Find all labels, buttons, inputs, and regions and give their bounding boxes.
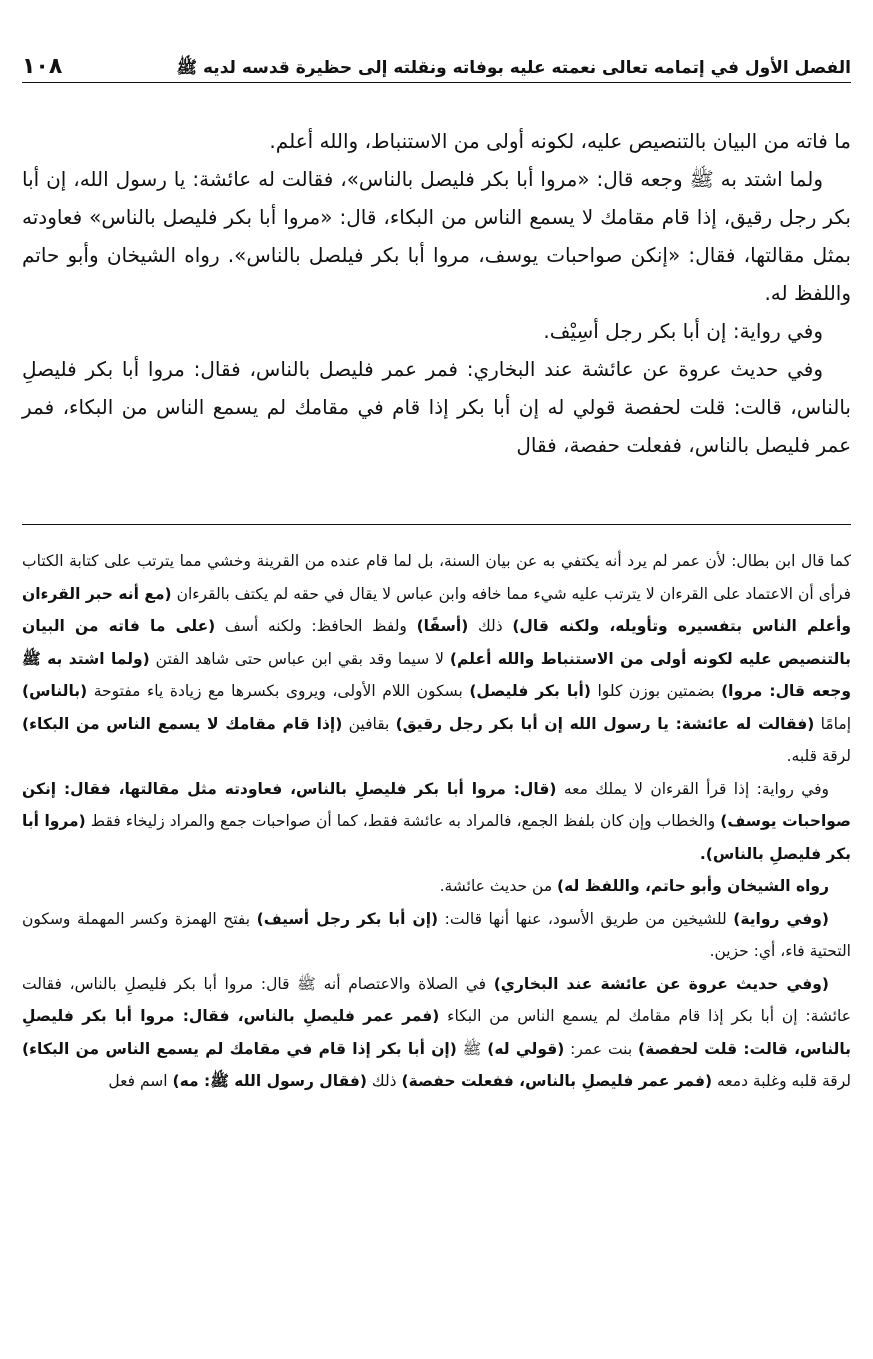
commentary-text: وفي رواية: إذا قرأ القرءان لا يملك معه bbox=[556, 779, 830, 798]
commentary-paragraph-5 bbox=[22, 968, 851, 1098]
quoted-matn: (أسفًا) bbox=[416, 617, 469, 635]
commentary-text: ولفظ الحافظ: ولكنه أسف bbox=[215, 617, 417, 635]
main-paragraph-2: ولما اشتد به ﷺ وجعه قال: «مروا أبا بكر فليصل بالناس»، فقالت له عائشة: يا رسول الله، إن أبا بكر رجل رقيق، إذا قام مقامك لا يسمع الناس من البكاء، قال: «مروا أبا بكر فليصل بالناس» فعاودته بمثل مقالتها، فقال: «إنكن صواحبات يوسف، مروا أبا بكر فيلصل بالناس». رواه الشيخان وأبو حاتم واللفظ له. bbox=[22, 167, 851, 305]
page-number: ١٠٨ bbox=[22, 54, 63, 79]
commentary-text: لا سيما وقد بقي ابن عباس حتى شاهد الفتن bbox=[149, 649, 450, 668]
commentary-text: كما قال ابن بطال: لأن عمر لم يرد أنه يكتفي به عن بيان السنة، بل لما قام عنده من القرينة وخشي مما يترتب على كتابة الكتاب فرأى أن الاعتماد على القرءان لا يترتب عليه شيء مما خافه وابن عباس لا يقال في حقه لم يكتف بالقرءان bbox=[22, 552, 851, 603]
commentary-text: ذلك bbox=[468, 617, 513, 635]
running-header bbox=[22, 56, 851, 79]
quoted-matn: (إن أبا بكر إذا قام في مقامك لم يسمع الناس من البكاء) bbox=[22, 1039, 457, 1058]
commentary-text: ذلك bbox=[366, 1072, 402, 1090]
quoted-matn: (فقالت له عائشة: يا رسول الله إن أبا بكر رجل رقيق) bbox=[395, 714, 815, 733]
footnote-separator bbox=[22, 524, 851, 525]
quoted-matn: (على ما فاته من البيان بالتنصيص عليه لكونه أولى من الاستنباط والله أعلم) bbox=[22, 617, 851, 668]
quoted-matn: (فقال رسول الله ﷺ: مه) bbox=[172, 1072, 367, 1090]
quoted-matn: (وفي حديث عروة عن عائشة عند البخاري) bbox=[493, 974, 829, 993]
chapter-title: الفصل الأول في إتمامه تعالى نعمته عليه بوفاته ونقلته إلى حظيرة قدسه لديه ﷺ bbox=[176, 58, 851, 78]
quoted-matn: (ولما اشتد به ﷺ وجعه قال: مروا) bbox=[22, 649, 852, 700]
commentary-text: بضمتين بوزن كلوا bbox=[590, 682, 722, 700]
commentary-text: ﷺ bbox=[456, 1039, 488, 1058]
quoted-matn: (إن أبا بكر رجل أسيف) bbox=[256, 909, 439, 928]
commentary-text: بقافين bbox=[342, 714, 396, 733]
commentary-text: بفتح الهمزة وكسر المهملة وسكون التحتية فاء، أي: حزين. bbox=[22, 909, 851, 960]
quoted-matn: (قال: مروا أبا بكر فليصلِ بالناس، فعاودته مثل مقالتها، فقال: إنكن صواحبات يوسف) bbox=[22, 779, 852, 830]
main-text bbox=[22, 122, 851, 464]
main-paragraph-1: ما فاته من البيان بالتنصيص عليه، لكونه أولى من الاستنباط، والله أعلم. bbox=[269, 129, 851, 153]
commentary-text: لرقة قلبه. bbox=[786, 747, 851, 765]
commentary-paragraph-3 bbox=[22, 870, 851, 903]
commentary-text: لرقة قلبه وغلبة دمعه bbox=[712, 1072, 851, 1090]
quoted-matn: رواه الشيخان وأبو حاتم، واللفظ له) bbox=[557, 877, 829, 895]
quoted-matn: (إذا قام مقامك لا يسمع الناس من البكاء) bbox=[22, 714, 343, 733]
quoted-matn: (وفي رواية) bbox=[733, 909, 829, 928]
commentary-text: بسكون اللام الأولى، ويروى بكسرها مع زيادة ياء مفتوحة bbox=[87, 682, 470, 700]
commentary-text: بنت عمر: bbox=[564, 1039, 639, 1058]
quoted-matn: (بالناس) bbox=[22, 682, 88, 700]
quoted-matn: (قولي له) bbox=[487, 1039, 565, 1058]
commentary-text: للشيخين من طريق الأسود، عنها أنها قالت: bbox=[438, 909, 734, 928]
commentary-text: في الصلاة والاعتصام أنه ﷺ قال: مروا أبا بكر فليصلِ بالناس، فقالت عائشة: إن أبا بكر إذا قام مقامك لم يسمع الناس من البكاء bbox=[22, 974, 851, 1025]
commentary-text: إمامًا bbox=[814, 714, 852, 733]
quoted-matn: (فمر عمر فليصلِ بالناس، فقال: مروا أبا بكر فليصلِ بالناس، قالت: قلت لحفصة) bbox=[22, 1007, 852, 1058]
quoted-matn: (أبا بكر فليصل) bbox=[469, 682, 591, 700]
commentary-paragraph-4 bbox=[22, 903, 851, 968]
main-paragraph-4: وفي حديث عروة عن عائشة عند البخاري: فمر عمر فليصل بالناس، فقال: مروا أبا بكر فليصلِ بالناس، قالت: قلت لحفصة قولي له إن أبا بكر إذا قام في مقامك لم يسمع الناس من البكاء، فمر عمر فليصل بالناس، ففعلت حفصة، فقال bbox=[22, 357, 851, 457]
commentary-text: اسم فعل bbox=[108, 1072, 173, 1090]
commentary-paragraph-1 bbox=[22, 545, 851, 773]
quoted-matn: (مروا أبا بكر فليصلِ بالناس). bbox=[22, 812, 851, 863]
header-rule bbox=[22, 82, 851, 83]
commentary-paragraph-2 bbox=[22, 773, 851, 871]
quoted-matn: (فمر عمر فليصلِ بالناس، ففعلت حفصة) bbox=[401, 1072, 713, 1090]
commentary-text: من حديث عائشة. bbox=[439, 877, 558, 895]
commentary bbox=[22, 545, 851, 1098]
main-paragraph-3: وفي رواية: إن أبا بكر رجل أسِيْف. bbox=[543, 319, 823, 343]
commentary-text: والخطاب وإن كان بلفظ الجمع، فالمراد به عائشة فقط، كما أن صواحبات جمع والمراد زليخاء فقط bbox=[85, 812, 721, 830]
quoted-matn: (مع أنه حبر القرءان وأعلم الناس بتفسيره وتأويله، ولكنه قال) bbox=[22, 584, 851, 635]
